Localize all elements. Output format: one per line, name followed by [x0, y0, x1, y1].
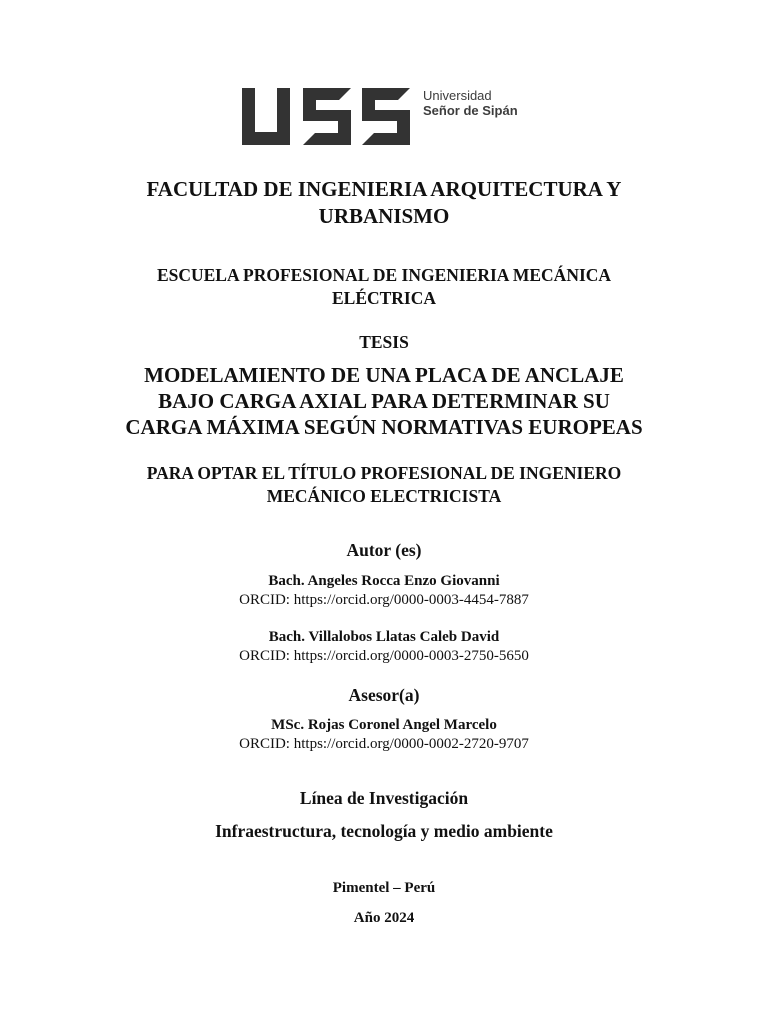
authors-heading: Autor (es): [346, 540, 422, 560]
document-type: TESIS: [359, 332, 409, 352]
faculty-heading: [0, 176, 768, 230]
school-heading: [0, 264, 768, 310]
degree-line-1: PARA OPTAR EL TÍTULO PROFESIONAL DE INGENIERO: [146, 463, 622, 483]
degree-statement: [0, 462, 768, 508]
advisor-name: MSc. Rojas Coronel Angel Marcelo: [271, 717, 497, 733]
degree-line-2: MECÁNICO ELECTRICISTA: [266, 486, 502, 506]
author-2-orcid: ORCID: https://orcid.org/0000-0003-2750-5650: [239, 648, 529, 664]
uss-logo-mark: [242, 88, 412, 146]
place: Pimentel – Perú: [332, 880, 436, 896]
thesis-title: [0, 362, 768, 440]
faculty-line-2: URBANISMO: [318, 204, 450, 228]
advisor-heading: Asesor(a): [348, 685, 420, 705]
advisor-orcid: ORCID: https://orcid.org/0000-0002-2720-9707: [239, 736, 529, 752]
logo-text-senor-de-sipan: Señor de Sipán: [423, 103, 518, 118]
year: Año 2024: [353, 910, 415, 926]
research-line-heading: Línea de Investigación: [299, 788, 469, 808]
title-line-3: CARGA MÁXIMA SEGÚN NORMATIVAS EUROPEAS: [125, 415, 643, 439]
university-logo: [242, 88, 542, 150]
author-2-name: Bach. Villalobos Llatas Caleb David: [268, 629, 500, 645]
title-line-2: BAJO CARGA AXIAL PARA DETERMINAR SU: [158, 389, 610, 413]
author-1-orcid: ORCID: https://orcid.org/0000-0003-4454-7887: [239, 592, 529, 608]
title-line-1: MODELAMIENTO DE UNA PLACA DE ANCLAJE: [144, 363, 624, 387]
school-line-2: ELÉCTRICA: [331, 288, 437, 308]
school-line-1: ESCUELA PROFESIONAL DE INGENIERIA MECÁNICA: [156, 265, 612, 285]
faculty-line-1: FACULTAD DE INGENIERIA ARQUITECTURA Y: [146, 177, 622, 201]
research-line: Infraestructura, tecnología y medio ambiente: [215, 821, 553, 841]
author-1-name: Bach. Angeles Rocca Enzo Giovanni: [268, 573, 500, 589]
logo-text-universidad: Universidad: [423, 88, 492, 103]
